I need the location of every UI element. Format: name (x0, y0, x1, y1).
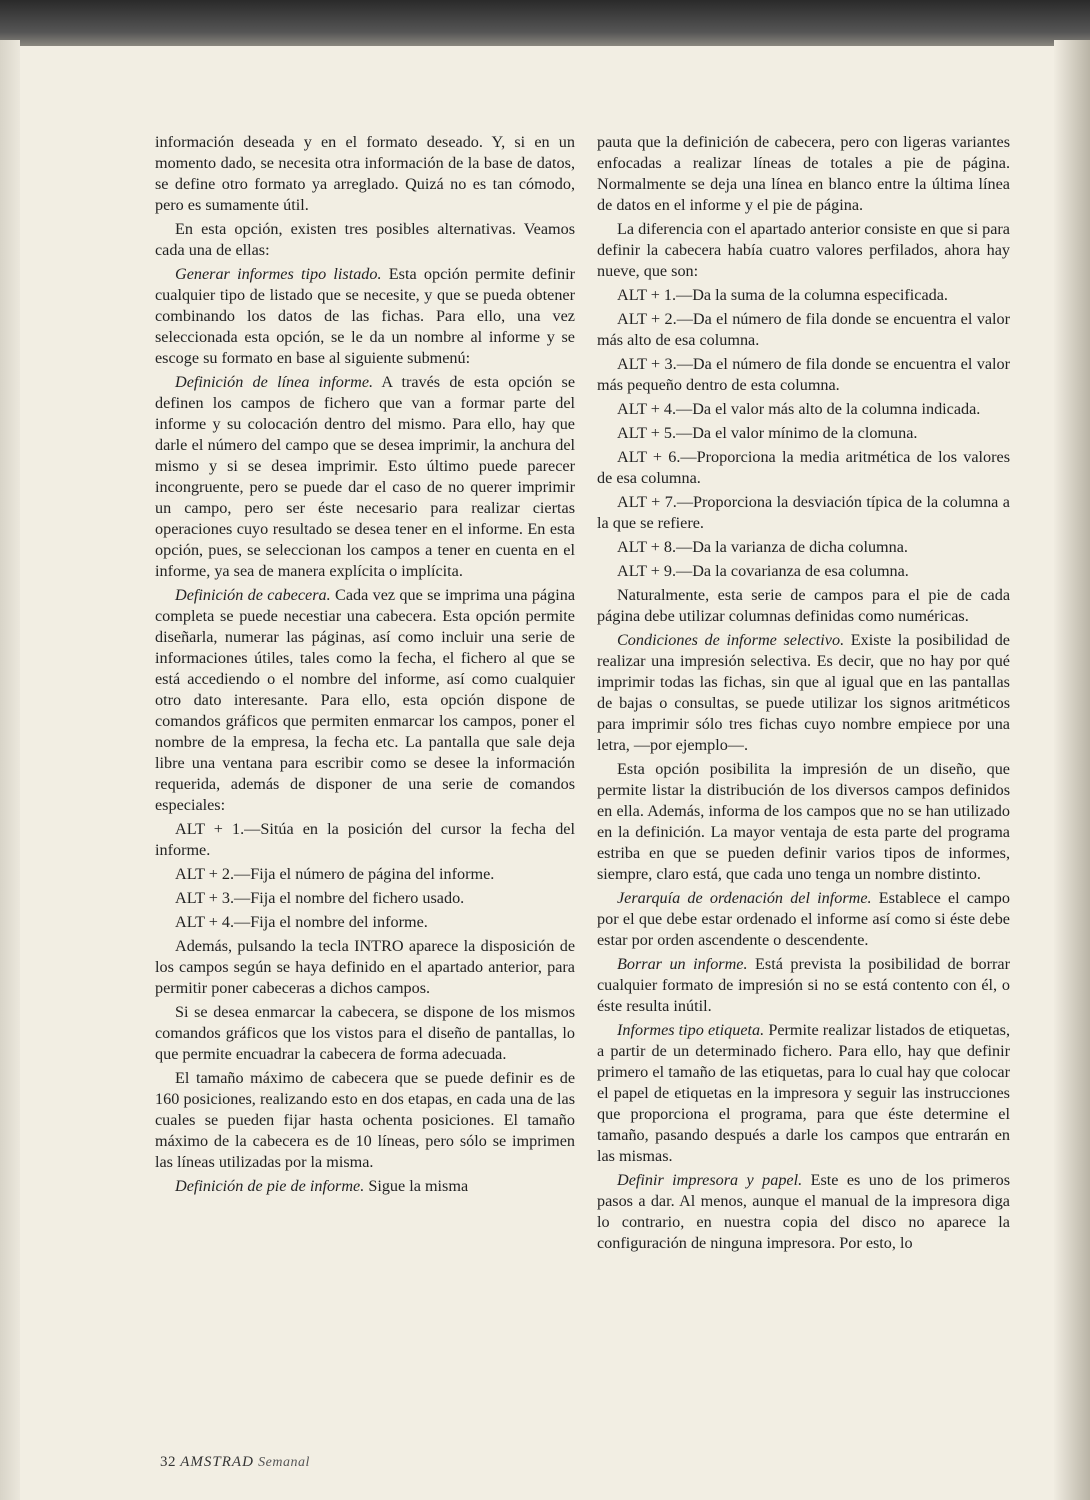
alt-item: ALT + 9.—Da la covarianza de esa columna. (617, 562, 909, 580)
paragraph: Jerarquía de ordenación del informe. Establece el campo por el que debe estar ordenado el informe así como si éste debe estar por orden ascendente o descendente. (597, 889, 1010, 949)
alt-item: ALT + 1.—Sitúa en la posición del cursor la fecha del informe. (155, 820, 575, 859)
paragraph: Informes tipo etiqueta. Permite realizar listados de etiquetas, a partir de un determinado fichero. Para ello, hay que definir primero el tamaño de las etiquetas, para lo cual hay que colocar el papel de etiquetas en la impresora y seguir las instrucciones que proporciona el programa, para que éste determine el tamaño, pasando después a darle los campos que entrarán en las mismas. (597, 1021, 1011, 1165)
magazine-name: AMSTRAD (180, 1454, 254, 1470)
subheading: Jerarquía de ordenación del informe. (617, 889, 872, 907)
paragraph: Esta opción posibilita la impresión de un diseño, que permite listar la distribución de los diversos campos definidos en ella. Además, informa de los campos que no se han utilizado en la definición. La mayor ventaja de esta parte del programa estriba en que se pueden definir varios tipos de informes, siempre, claro está, que cada uno tenga un nombre distinto. (597, 760, 1010, 883)
paragraph: La diferencia con el apartado anterior consiste en que si para definir la cabecera había cuatro valores perfilados, ahora hay nueve, que son: (597, 220, 1010, 280)
paragraph: Generar informes tipo listado. Esta opción permite definir cualquier tipo de listado que se necesite, y que se pueda obtener combinando los datos de las fichas. Para ello, una vez seleccionada esta opción, se le da un nombre al informe y se escoge su formato en base al siguiente submenú: (155, 265, 576, 367)
subheading: Definición de línea informe. (175, 373, 374, 391)
paragraph: Borrar un informe. Está prevista la posibilidad de borrar cualquier formato de impresión si no se está contento con él, o éste resulta inútil. (597, 955, 1010, 1015)
page-footer (160, 1454, 310, 1471)
paragraph: pauta que la definición de cabecera, pero con ligeras variantes enfocadas a realizar líneas de totales a pie de página. Normalmente se deja una línea en blanco entre la última línea de datos en el informe y el pie de página. (597, 133, 1010, 214)
alt-item: ALT + 1.—Da la suma de la columna especificada. (617, 286, 948, 304)
paragraph: Definición de línea informe. A través de esta opción se definen los campos de fichero que van a formar parte del informe y su colocación dentro del mismo. Para ello, hay que darle el número del campo que se desea imprimir, la anchura del mismo y si se desea imprimir. Esto último puede parecer incongruente, pero se puede dar el caso de no querer imprimir un campo, pero ser éste necesario para realizar ciertas operaciones cuyo resultado se desea tener en el informe. En esta opción, pues, se seleccionan los campos a tener en cuenta en el informe, ya sea de manera explícita o implícita. (155, 373, 576, 580)
paragraph: Además, pulsando la tecla INTRO aparece la disposición de los campos según se haya definido en el apartado anterior, para permitir poner cabeceras a dichos campos. (155, 937, 575, 997)
alt-item: ALT + 8.—Da la varianza de dicha columna. (617, 538, 908, 556)
subheading: Definición de cabecera. (175, 586, 331, 604)
paragraph: información deseada y en el formato deseado. Y, si en un momento dado, se necesita otra información de la base de datos, se define otro formato ya arreglado. Quizá no es tan cómodo, pero es sumamente útil. (155, 133, 575, 214)
alt-item: ALT + 6.—Proporciona la media aritmética de los valores de esa columna. (597, 448, 1010, 487)
paragraph: Definición de pie de informe. Sigue la misma (175, 1177, 469, 1195)
subheading: Borrar un informe. (617, 955, 748, 973)
left-column (155, 132, 575, 1200)
alt-item: ALT + 4.—Da el valor más alto de la columna indicada. (617, 400, 981, 418)
paragraph: En esta opción, existen tres posibles alternativas. Veamos cada una de ellas: (155, 220, 575, 259)
paragraph: El tamaño máximo de cabecera que se puede definir es de 160 posiciones, realizando esto en dos etapas, en cada una de las cuales se pueden fijar hasta ochenta posiciones. El tamaño máximo de la cabecera es de 10 líneas, pero sólo se imprimen las líneas utilizadas por la misma. (155, 1069, 575, 1171)
alt-item: ALT + 2.—Da el número de fila donde se encuentra el valor más alto de esa columna. (597, 310, 1010, 349)
page-left-edge (0, 40, 20, 1500)
page-number: 32 (160, 1454, 176, 1470)
alt-item: ALT + 3.—Fija el nombre del fichero usado. (175, 889, 465, 907)
subheading: Definir impresora y papel. (617, 1171, 803, 1189)
page-right-edge (1054, 40, 1090, 1500)
paragraph: Definir impresora y papel. Este es uno de los primeros pasos a dar. Al menos, aunque el manual de la impresora diga lo contrario, en nuestra copia del disco no aparece la configuración de ninguna impresora. Por esto, lo (597, 1171, 1010, 1252)
subheading: Generar informes tipo listado. (175, 265, 382, 283)
alt-item: ALT + 2.—Fija el número de página del informe. (175, 865, 495, 883)
paragraph: Definición de cabecera. Cada vez que se imprima una página completa se puede necestiar una cabecera. Esta opción permite diseñarla, numerar las páginas, así como incluir una serie de informaciones útiles, tales como la fecha, el fichero al que se está accediendo o el nombre del informe, así como cualquier otro dato interesante. Para ello, esta opción dispone de comandos gráficos que permiten enmarcar los campos, poner el nombre de la empresa, la fecha etc. La pantalla que sale deja libre una ventana para escribir como se desee la información requerida, además de disponer de una serie de comandos especiales: (155, 586, 576, 814)
magazine-subtitle: Semanal (258, 1455, 310, 1470)
paragraph: Naturalmente, esta serie de campos para el pie de cada página debe utilizar columnas definidas como numéricas. (597, 586, 1010, 625)
alt-item: ALT + 5.—Da el valor mínimo de la clomuna. (617, 424, 918, 442)
paragraph: Si se desea enmarcar la cabecera, se dispone de los mismos comandos gráficos que los vistos para el diseño de pantallas, lo que permite encuadrar la cabecera de forma adecuada. (155, 1003, 575, 1063)
subheading: Condiciones de informe selectivo. (617, 631, 845, 649)
right-column (597, 132, 1010, 1257)
top-scan-band (0, 0, 1090, 46)
subheading: Definición de pie de informe. (175, 1177, 365, 1195)
alt-item: ALT + 3.—Da el número de fila donde se encuentra el valor más pequeño dentro de esta columna. (597, 355, 1010, 394)
alt-item: ALT + 7.—Proporciona la desviación típica de la columna a la que se refiere. (597, 493, 1010, 532)
alt-item: ALT + 4.—Fija el nombre del informe. (175, 913, 428, 931)
paragraph: Condiciones de informe selectivo. Existe la posibilidad de realizar una impresión selectiva. Es decir, que no hay por qué imprimir todas las fichas, sin que al igual que en las pantallas de bajas o consultas, se puede utilizar los signos aritméticos para imprimir sólo tres fichas cuyo nombre empiece por una letra, —por ejemplo—. (597, 631, 1010, 754)
subheading: Informes tipo etiqueta. (617, 1021, 765, 1039)
